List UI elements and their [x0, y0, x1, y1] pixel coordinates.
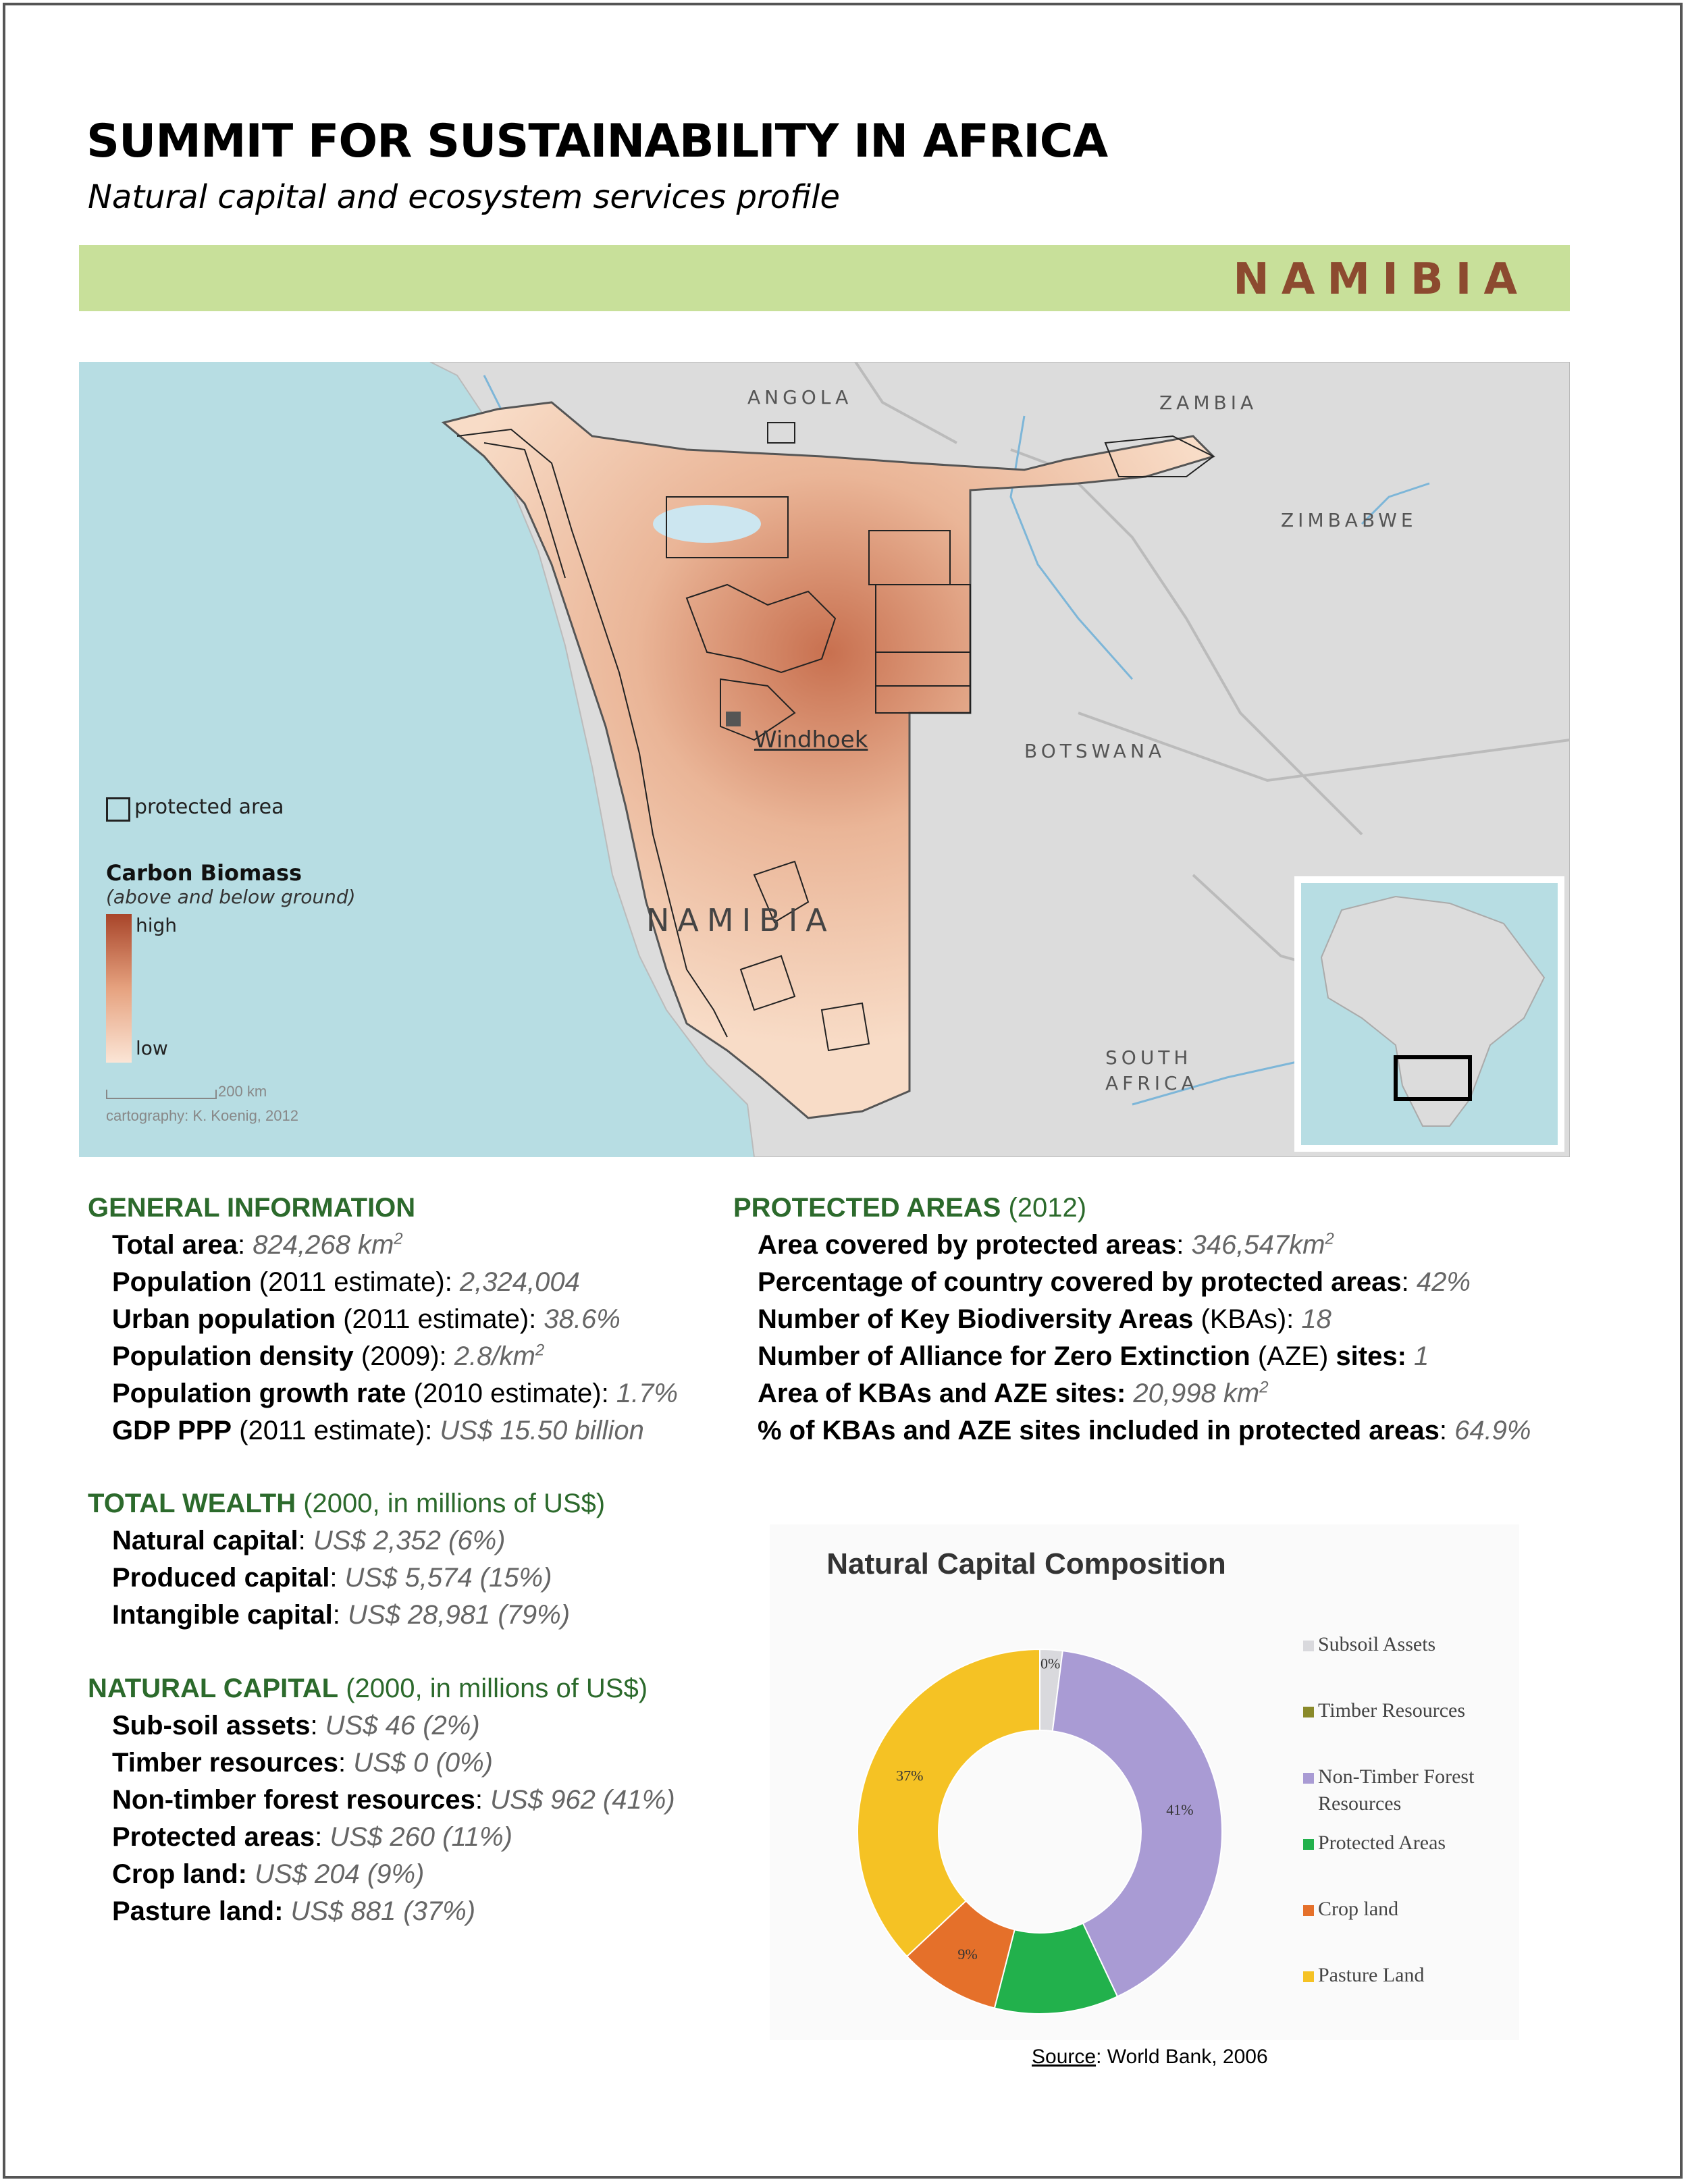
natural-row: Protected areas: US$ 260 (11%): [112, 1822, 512, 1852]
protected-area-swatch: [106, 797, 130, 822]
legend-swatch: [1303, 1905, 1314, 1916]
natural-capital-heading: NATURAL CAPITAL: [88, 1674, 339, 1703]
protected-row: Number of Key Biodiversity Areas (KBAs): 18: [758, 1304, 1331, 1334]
africa-inset-map: [1294, 876, 1564, 1152]
label-angola: ANGOLA: [747, 386, 853, 408]
label-namibia: NAMIBIA: [646, 902, 835, 938]
general-row: Urban population (2011 estimate): 38.6%: [112, 1304, 621, 1334]
cartography-credit: cartography: K. Koenig, 2012: [106, 1107, 298, 1124]
legend-swatch: [1303, 1839, 1314, 1850]
carbon-biomass-map: [79, 362, 1570, 1157]
donut-svg: [770, 1524, 1283, 2040]
page-subtitle: Natural capital and ecosystem services profile: [88, 178, 841, 216]
wealth-row: Natural capital: US$ 2,352 (6%): [112, 1526, 506, 1555]
legend-protected-area: protected area: [134, 795, 284, 819]
label-zimbabwe: ZIMBABWE: [1281, 509, 1417, 531]
legend-carbon-title: Carbon Biomass: [106, 860, 302, 886]
label-south: SOUTH: [1105, 1046, 1192, 1069]
country-name: NAMIBIA: [1233, 255, 1529, 304]
natural-capital-chart: [770, 1524, 1519, 2040]
label-africa: AFRICA: [1105, 1072, 1198, 1094]
legend-item: [1303, 1830, 1519, 1857]
legend-swatch: [1303, 1773, 1314, 1784]
legend-swatch: [1303, 1707, 1314, 1717]
natural-row: Sub-soil assets: US$ 46 (2%): [112, 1711, 480, 1740]
legend-label: Non-Timber Forest Resources: [1318, 1765, 1475, 1815]
natural-row: Crop land: US$ 204 (9%): [112, 1859, 425, 1889]
wealth-row: Intangible capital: US$ 28,981 (79%): [112, 1600, 571, 1630]
legend-label: Timber Resources: [1318, 1699, 1466, 1722]
legend-item: [1303, 1631, 1519, 1658]
total-wealth-heading: TOTAL WEALTH: [88, 1489, 296, 1518]
windhoek-marker: [726, 712, 741, 726]
general-row: GDP PPP (2011 estimate): US$ 15.50 billion: [112, 1416, 644, 1445]
source-note: Source: World Bank, 2006: [1032, 2046, 1268, 2068]
total-wealth-section: TOTAL WEALTH (2000, in millions of US$) Natural capital: US$ 2,352 (6%) Produced capital: US$ 5,574 (15%) Intangible capital: US$ 28,981 (79%): [88, 1485, 605, 1634]
wealth-row: Produced capital: US$ 5,574 (15%): [112, 1563, 552, 1593]
legend-low: low: [136, 1037, 168, 1059]
natural-row: Pasture land: US$ 881 (37%): [112, 1896, 476, 1926]
slice-label-0: 0%: [1040, 1655, 1061, 1672]
protected-row: % of KBAs and AZE sites included in protected areas: 64.9%: [758, 1416, 1531, 1445]
legend-label: Pasture Land: [1318, 1964, 1425, 1986]
natural-row: Non-timber forest resources: US$ 962 (41%): [112, 1785, 675, 1815]
natural-capital-section: NATURAL CAPITAL (2000, in millions of US$) Sub-soil assets: US$ 46 (2%) Timber resources: US$ 0 (0%) Non-timber forest resources: US$ 962 (41%) Protected areas: US$ 260 (11%) Crop land: US$ 204 (9%) Pasture land: US$ 881 (37%): [88, 1670, 675, 1930]
legend-label: Subsoil Assets: [1318, 1633, 1436, 1655]
label-zambia: ZAMBIA: [1159, 392, 1258, 414]
protected-areas-section: PROTECTED AREAS (2012) Area covered by protected areas: $346,547km^2$ Percentage of country covered by protected areas: 42% Number of Key Biodiversity Areas (KBAs): 18 Number of Alliance for Zero Extinction (AZE) sites: 1 Area of KBAs and AZE sites: 20,998 $km^2$ % of KBAs and AZE sites included in protected areas: 64.9%: [733, 1190, 1531, 1449]
label-botswana: BOTSWANA: [1024, 740, 1166, 762]
protected-row: Number of Alliance for Zero Extinction (AZE) sites: 1: [758, 1341, 1429, 1371]
page-title: SUMMIT FOR SUSTAINABILITY IN AFRICA: [86, 115, 1108, 168]
chart-title: Natural Capital Composition: [826, 1547, 1226, 1580]
legend-label: Protected Areas: [1318, 1832, 1446, 1854]
legend-color-ramp: [106, 914, 132, 1063]
general-row: Population growth rate (2010 estimate): 1.7%: [112, 1379, 678, 1408]
scale-label: 200 km: [218, 1083, 267, 1100]
protected-row: Area of KBAs and AZE sites: 20,998 $km^2$: [758, 1378, 1269, 1408]
legend-item: [1303, 1962, 1519, 1989]
slice-label-4: 9%: [957, 1945, 978, 1963]
protected-row: Percentage of country covered by protected areas: 42%: [758, 1267, 1471, 1297]
inset-graphic: [1301, 883, 1558, 1145]
slice-label-2: 41%: [1166, 1801, 1194, 1819]
legend-swatch: [1303, 1971, 1314, 1982]
protected-row: Area covered by protected areas: $346,547km^2$: [758, 1229, 1334, 1260]
label-windhoek: Windhoek: [754, 726, 868, 753]
etosha-pan: [653, 505, 761, 543]
natural-row: Timber resources: US$ 0 (0%): [112, 1748, 493, 1778]
country-banner: [79, 245, 1570, 311]
legend-swatch: [1303, 1641, 1314, 1651]
general-information-heading: GENERAL INFORMATION: [88, 1193, 416, 1223]
scale-bar: [106, 1090, 217, 1099]
legend-carbon-subtitle: (above and below ground): [106, 886, 356, 908]
slice-label-5: 37%: [896, 1767, 924, 1784]
legend-label: Crop land: [1318, 1898, 1399, 1920]
legend-item: [1303, 1896, 1519, 1923]
legend-high: high: [136, 914, 178, 936]
donut-slice-5: [858, 1649, 1040, 1956]
protected-areas-heading: PROTECTED AREAS: [733, 1193, 1001, 1223]
general-information-section: [88, 1190, 678, 1449]
general-row: Total area: 824,268 $km^2$: [112, 1229, 403, 1260]
general-row: Population (2011 estimate): 2,324,004: [112, 1267, 580, 1297]
general-row: Population density (2009): $2.8/km^2$: [112, 1341, 545, 1371]
legend-item: [1303, 1697, 1519, 1724]
legend-item: [1303, 1763, 1519, 1817]
